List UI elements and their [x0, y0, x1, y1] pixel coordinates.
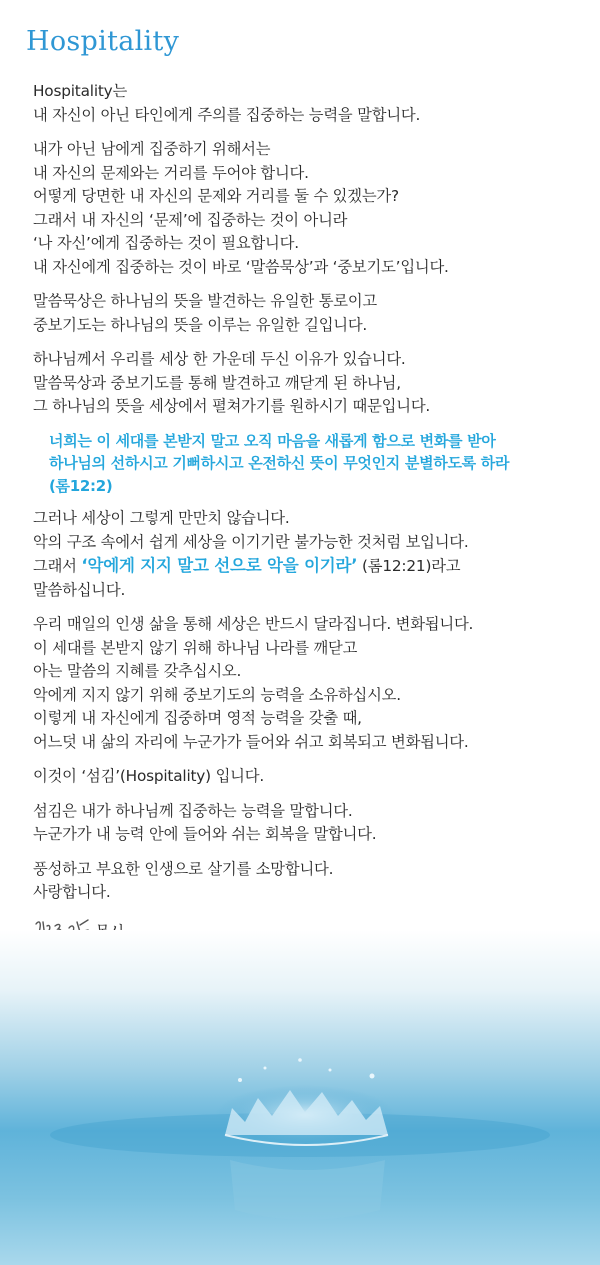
text-line: 아는 말씀의 지혜를 갖추십시오.: [33, 662, 242, 680]
text-line: 어떻게 당면한 내 자신의 문제와 거리를 둘 수 있겠는가?: [33, 187, 399, 205]
text-line: 우리 매일의 인생 삶을 통해 세상은 반드시 달라집니다. 변화됩니다.: [33, 615, 474, 633]
text-line: 내 자신에게 집중하는 것이 바로 ‘말씀묵상’과 ‘중보기도’입니다.: [33, 257, 449, 276]
paragraph-1: [33, 80, 578, 127]
highlighted-verse: ‘악에게 지지 말고 선으로 악을 이기라’: [81, 556, 358, 575]
text-line-with-highlight: [33, 554, 578, 579]
text-line: 악의 구조 속에서 쉽게 세상을 이기기란 불가능한 것처럼 보입니다.: [33, 532, 469, 551]
letter-body: [33, 80, 578, 946]
paragraph-8: [33, 800, 578, 847]
paragraph-7: [33, 765, 578, 789]
text-line: 내 자신의 문제와는 거리를 두어야 합니다.: [33, 163, 309, 182]
paragraph-6: [33, 613, 578, 754]
text-line: 그러나 세상이 그렇게 만만치 않습니다.: [33, 509, 290, 527]
text-line: 풍성하고 부요한 인생으로 살기를 소망합니다.: [33, 859, 334, 878]
text-line: 하나님께서 우리를 세상 한 가운데 두신 이유가 있습니다.: [33, 350, 406, 368]
text-line: Hospitality는: [33, 82, 128, 100]
text-line: 내 자신이 아닌 타인에게 주의를 집중하는 능력을 말합니다.: [33, 105, 421, 124]
text-line: 내가 아닌 남에게 집중하기 위해서는: [33, 140, 271, 158]
quote-line: 하나님의 선하시고 기뻐하시고 온전하신 뜻이 무엇인지 분별하도록 하라: [49, 454, 510, 472]
text-line: 이 세대를 본받지 않기 위해 하나님 나라를 깨닫고: [33, 638, 358, 657]
page-title: Hospitality: [26, 26, 180, 57]
text-line: 사랑합니다.: [33, 883, 111, 901]
text-line: 이렇게 내 자신에게 집중하며 영적 능력을 갖출 때,: [33, 709, 362, 727]
text-line: 그 하나님의 뜻을 세상에서 펼쳐가기를 원하시기 때문입니다.: [33, 397, 431, 415]
paragraph-4: [33, 348, 578, 419]
paragraph-5: [33, 507, 578, 602]
text-line: 악에게 지지 않기 위해 중보기도의 능력을 소유하십시오.: [33, 685, 401, 704]
text-line: 어느덧 내 삶의 자리에 누군가가 들어와 쉬고 회복되고 변화됩니다.: [33, 732, 469, 751]
scripture-quote: [49, 430, 578, 498]
paragraph-9: [33, 858, 578, 905]
text-line: 중보기도는 하나님의 뜻을 이루는 유일한 길입니다.: [33, 315, 368, 334]
paragraph-3: [33, 290, 578, 337]
quote-line: 너희는 이 세대를 본받지 말고 오직 마음을 새롭게 함으로 변화를 받아: [49, 431, 496, 450]
paragraph-2: [33, 138, 578, 279]
quote-reference: (롬12:2): [49, 476, 113, 495]
text-line: 말씀하십니다.: [33, 580, 126, 599]
text-line: ‘나 자신’에게 집중하는 것이 필요합니다.: [33, 234, 299, 252]
water-splash-image: [0, 930, 600, 1265]
text-fragment: (롬12:21)라고: [357, 557, 461, 575]
text-line: 누군가가 내 능력 안에 들어와 쉬는 회복을 말합니다.: [33, 825, 377, 843]
text-line: 말씀묵상과 중보기도를 통해 발견하고 깨닫게 된 하나님,: [33, 373, 401, 392]
text-line: 그래서 내 자신의 ‘문제’에 집중하는 것이 아니라: [33, 210, 348, 229]
text-line: 섬김은 내가 하나님께 집중하는 능력을 말합니다.: [33, 801, 353, 820]
text-fragment: 그래서: [33, 557, 82, 575]
text-line: 말씀묵상은 하나님의 뜻을 발견하는 유일한 통로이고: [33, 292, 378, 310]
text-line: 이것이 ‘섬김’(Hospitality) 입니다.: [33, 767, 264, 785]
